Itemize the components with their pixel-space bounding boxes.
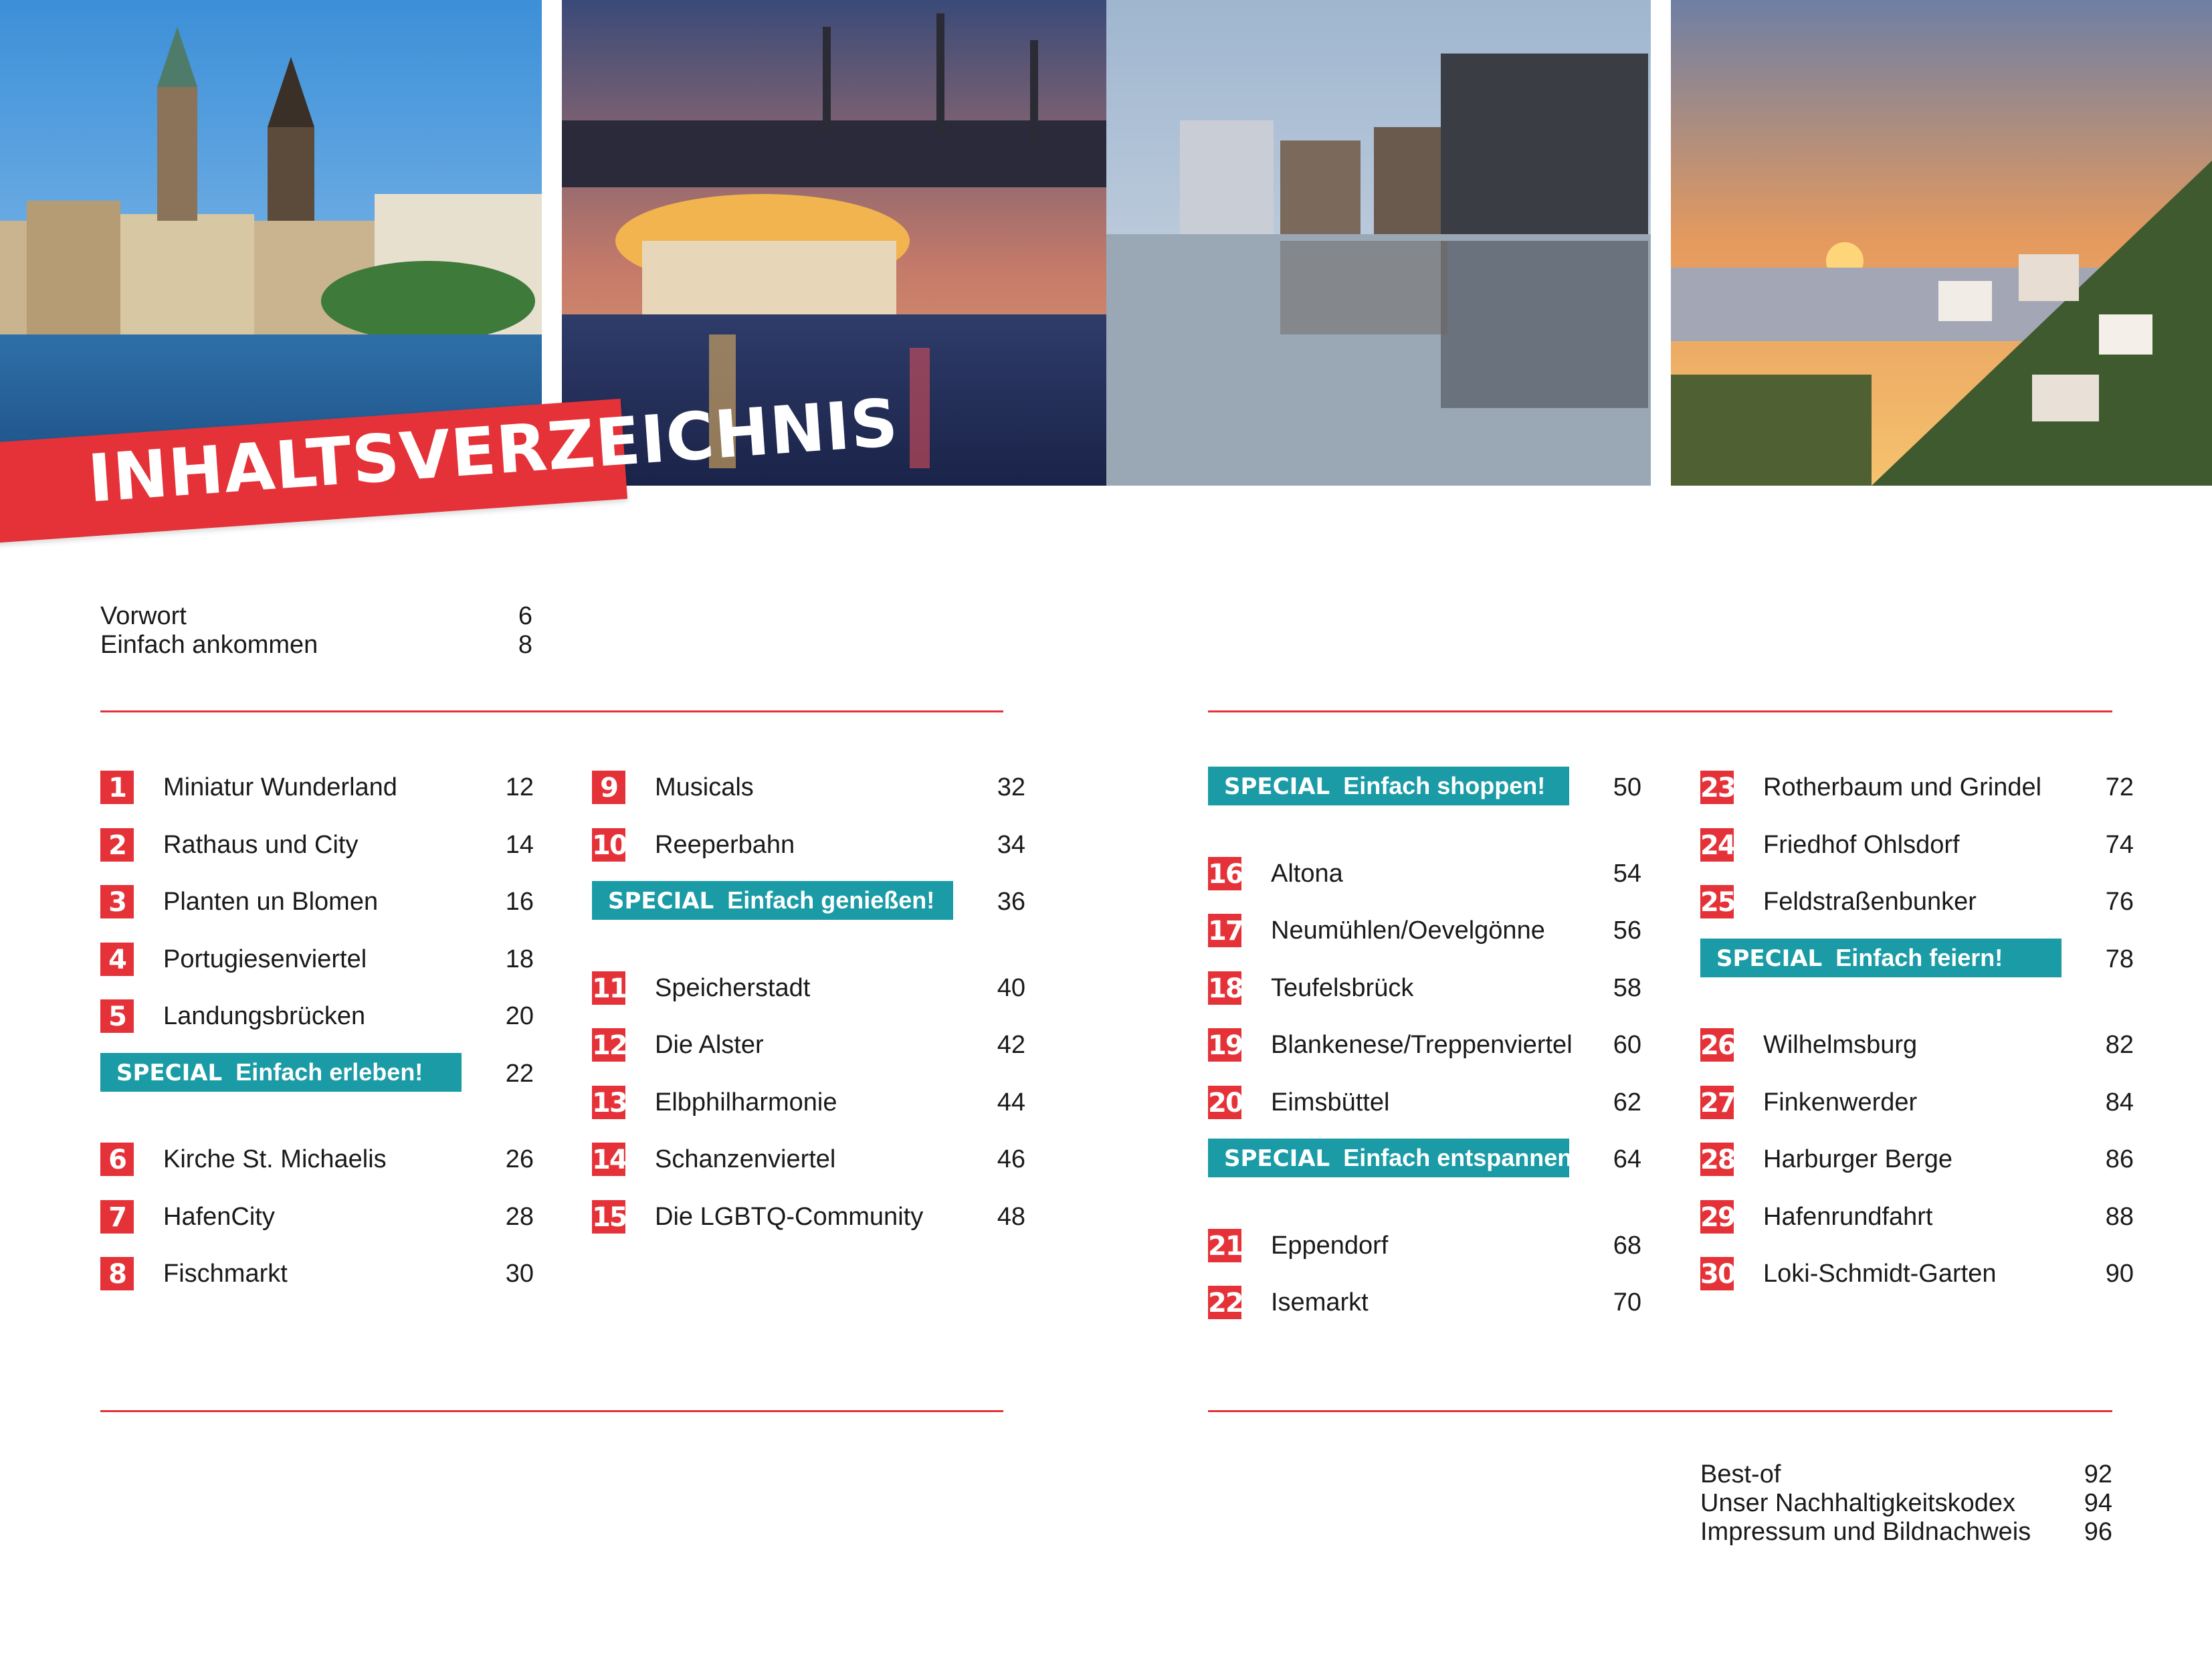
page-number: 90 (2105, 1260, 2134, 1288)
page-number: 16 (505, 888, 534, 916)
outro-label: Unser Nachhaltigkeitskodex (1700, 1489, 2016, 1517)
intro-label: Vorwort (100, 602, 187, 630)
chapter-title: Fischmarkt (163, 1260, 288, 1288)
special-bar (592, 881, 953, 920)
intro-label: Einfach ankommen (100, 631, 318, 659)
divider-top-right (1208, 710, 2112, 712)
toc-entry[interactable] (592, 771, 1025, 828)
special-label: Einfach entspannen! (1343, 1144, 1581, 1171)
toc-entry[interactable] (592, 828, 1025, 886)
spacer (1208, 828, 1641, 857)
page-number: 54 (1613, 859, 1641, 888)
page-number: 40 (997, 973, 1025, 1002)
toc-entry[interactable] (592, 1028, 1025, 1086)
special-entry[interactable] (592, 885, 1025, 943)
page-number: 82 (2105, 1031, 2134, 1059)
toc-column-4 (1700, 771, 2134, 1314)
chapter-number: 6 (100, 1143, 134, 1176)
chapter-number: 3 (100, 885, 134, 918)
chapter-title: Neumühlen/Oevelgönne (1271, 916, 1545, 945)
page-number: 30 (505, 1260, 534, 1288)
divider-bottom-right (1208, 1410, 2112, 1412)
toc-entry[interactable] (1208, 1286, 1641, 1343)
page-number: 58 (1613, 973, 1641, 1002)
chapter-number: 11 (592, 971, 625, 1005)
outro-page: 94 (2084, 1489, 2112, 1517)
chapter-title: Wilhelmsburg (1763, 1031, 1918, 1059)
page-number: 78 (2105, 945, 2134, 973)
toc-entry[interactable] (100, 771, 534, 828)
chapter-title: Speicherstadt (655, 973, 811, 1002)
chapter-title: Musicals (655, 773, 754, 801)
chapter-number: 29 (1700, 1200, 1734, 1234)
page-number: 68 (1613, 1231, 1641, 1260)
chapter-number: 23 (1700, 771, 1734, 804)
page-number: 18 (505, 945, 534, 973)
chapter-title: Feldstraßenbunker (1763, 888, 1977, 916)
chapter-number: 21 (1208, 1229, 1241, 1262)
chapter-title: Schanzenviertel (655, 1145, 836, 1173)
chapter-title: Landungsbrücken (163, 1002, 366, 1030)
page-number: 20 (505, 1002, 534, 1030)
page-number: 36 (997, 888, 1025, 916)
chapter-title: Die LGBTQ-Community (655, 1202, 924, 1231)
chapter-number: 4 (100, 943, 134, 976)
chapter-number: 10 (592, 828, 625, 862)
toc-column-2 (592, 771, 1025, 1257)
chapter-title: Finkenwerder (1763, 1088, 1918, 1116)
chapter-number: 19 (1208, 1028, 1241, 1062)
toc-entry[interactable] (100, 1257, 534, 1314)
chapter-number: 18 (1208, 971, 1241, 1005)
special-tag: SPECIAL (1716, 945, 1823, 972)
outro-page: 92 (2084, 1460, 2112, 1488)
outro-label: Impressum und Bildnachweis (1700, 1518, 2031, 1546)
chapter-title: Isemarkt (1271, 1288, 1369, 1316)
toc-entry[interactable] (1700, 1200, 2134, 1258)
chapter-title: HafenCity (163, 1202, 275, 1231)
toc-entry[interactable] (100, 828, 534, 886)
toc-entry[interactable] (100, 943, 534, 1000)
toc-entry[interactable] (1208, 1086, 1641, 1143)
toc-entry[interactable] (592, 971, 1025, 1029)
toc-entry[interactable] (592, 1200, 1025, 1258)
toc-entry[interactable] (1208, 1028, 1641, 1086)
page-number: 26 (505, 1145, 534, 1173)
divider-top-left (100, 710, 1003, 712)
chapter-number: 25 (1700, 885, 1734, 918)
chapter-title: Friedhof Ohlsdorf (1763, 830, 1960, 859)
chapter-number: 7 (100, 1200, 134, 1234)
page-number: 44 (997, 1088, 1025, 1116)
toc-entry[interactable] (100, 885, 534, 943)
toc-column-3 (1208, 771, 1641, 1343)
photo-blankenese-sunset (1671, 0, 2212, 486)
chapter-number: 28 (1700, 1143, 1734, 1176)
special-tag: SPECIAL (608, 888, 714, 914)
toc-entry[interactable] (1700, 828, 2134, 886)
chapter-number: 5 (100, 999, 134, 1033)
chapter-title: Blankenese/Treppenviertel (1271, 1031, 1573, 1059)
chapter-number: 27 (1700, 1086, 1734, 1119)
special-tag: SPECIAL (1224, 773, 1330, 800)
toc-entry[interactable] (1700, 1257, 2134, 1314)
chapter-number: 15 (592, 1200, 625, 1234)
outro-label: Best-of (1700, 1460, 1781, 1488)
chapter-title: Kirche St. Michaelis (163, 1145, 387, 1173)
photo-hafencity (1106, 0, 1651, 486)
special-bar (1700, 939, 2062, 977)
spacer (100, 1114, 534, 1143)
page-number: 46 (997, 1145, 1025, 1173)
toc-entry[interactable] (1208, 1229, 1641, 1286)
page-number: 74 (2105, 830, 2134, 859)
chapter-title: Eppendorf (1271, 1231, 1389, 1260)
toc-entry[interactable] (592, 1143, 1025, 1200)
page-number: 76 (2105, 888, 2134, 916)
page-number: 86 (2105, 1145, 2134, 1173)
special-bar (100, 1053, 462, 1092)
special-label: Einfach erleben! (235, 1058, 423, 1086)
toc-entry[interactable] (1700, 885, 2134, 943)
chapter-number: 26 (1700, 1028, 1734, 1062)
special-bar (1208, 767, 1569, 805)
special-label: Einfach feiern! (1835, 943, 2003, 971)
chapter-number: 24 (1700, 828, 1734, 862)
chapter-title: Loki-Schmidt-Garten (1763, 1260, 1997, 1288)
chapter-number: 12 (592, 1028, 625, 1062)
page-number: 42 (997, 1031, 1025, 1059)
chapter-title: Rathaus und City (163, 830, 359, 859)
special-tag: SPECIAL (1224, 1145, 1330, 1172)
spacer (1700, 999, 2134, 1028)
chapter-title: Miniatur Wunderland (163, 773, 397, 801)
chapter-number: 30 (1700, 1257, 1734, 1290)
chapter-number: 9 (592, 771, 625, 804)
spacer (592, 943, 1025, 971)
chapter-title: Die Alster (655, 1031, 764, 1059)
special-label: Einfach genießen! (727, 886, 935, 914)
chapter-title: Planten un Blomen (163, 888, 379, 916)
page-number: 34 (997, 830, 1025, 859)
chapter-number: 22 (1208, 1286, 1241, 1319)
chapter-number: 16 (1208, 857, 1241, 890)
toc-entry[interactable] (100, 1200, 534, 1258)
page-number: 72 (2105, 773, 2134, 801)
page-number: 12 (505, 773, 534, 801)
page-number: 14 (505, 830, 534, 859)
page-number: 64 (1613, 1145, 1641, 1173)
page-number: 32 (997, 773, 1025, 801)
page-number: 62 (1613, 1088, 1641, 1116)
special-entry[interactable] (1208, 771, 1641, 828)
chapter-number: 17 (1208, 914, 1241, 947)
chapter-title: Eimsbüttel (1271, 1088, 1390, 1116)
page-title: INHALTSVERZEICHNIS (86, 385, 901, 518)
chapter-title: Altona (1271, 859, 1343, 888)
intro-page: 8 (518, 631, 532, 659)
special-tag: SPECIAL (116, 1059, 223, 1086)
chapter-number: 8 (100, 1257, 134, 1290)
chapter-number: 14 (592, 1143, 625, 1176)
toc-entry[interactable] (1208, 857, 1641, 914)
toc-column-1 (100, 771, 534, 1314)
chapter-title: Hafenrundfahrt (1763, 1202, 1933, 1231)
toc-entry[interactable] (1700, 1143, 2134, 1200)
toc-entry[interactable] (1208, 971, 1641, 1029)
special-bar (1208, 1139, 1581, 1177)
page-number: 56 (1613, 916, 1641, 945)
toc-entry[interactable] (100, 999, 534, 1057)
toc-entry[interactable] (1700, 1028, 2134, 1086)
page-number: 48 (997, 1202, 1025, 1231)
special-entry[interactable] (1700, 943, 2134, 1000)
chapter-title: Teufelsbrück (1271, 973, 1414, 1002)
page-number: 70 (1613, 1288, 1641, 1316)
toc-entry[interactable] (100, 1143, 534, 1200)
chapter-number: 1 (100, 771, 134, 804)
page-number: 88 (2105, 1202, 2134, 1231)
page-number: 22 (505, 1059, 534, 1088)
outro-page: 96 (2084, 1518, 2112, 1546)
toc-entry[interactable] (1208, 914, 1641, 971)
toc-entry[interactable] (592, 1086, 1025, 1143)
special-entry[interactable] (100, 1057, 534, 1114)
toc-entry[interactable] (1700, 1086, 2134, 1143)
special-entry[interactable] (1208, 1143, 1641, 1200)
chapter-title: Reeperbahn (655, 830, 795, 859)
page-number: 60 (1613, 1031, 1641, 1059)
chapter-title: Harburger Berge (1763, 1145, 1953, 1173)
chapter-title: Elbphilharmonie (655, 1088, 837, 1116)
chapter-title: Rotherbaum und Grindel (1763, 773, 2042, 801)
spacer (1208, 1200, 1641, 1229)
divider-bottom-left (100, 1410, 1003, 1412)
page-number: 50 (1613, 773, 1641, 801)
chapter-number: 13 (592, 1086, 625, 1119)
page-number: 28 (505, 1202, 534, 1231)
page-number: 84 (2105, 1088, 2134, 1116)
chapter-number: 2 (100, 828, 134, 862)
toc-entry[interactable] (1700, 771, 2134, 828)
special-label: Einfach shoppen! (1343, 772, 1546, 799)
intro-page: 6 (518, 602, 532, 630)
chapter-number: 20 (1208, 1086, 1241, 1119)
chapter-title: Portugiesenviertel (163, 945, 367, 973)
